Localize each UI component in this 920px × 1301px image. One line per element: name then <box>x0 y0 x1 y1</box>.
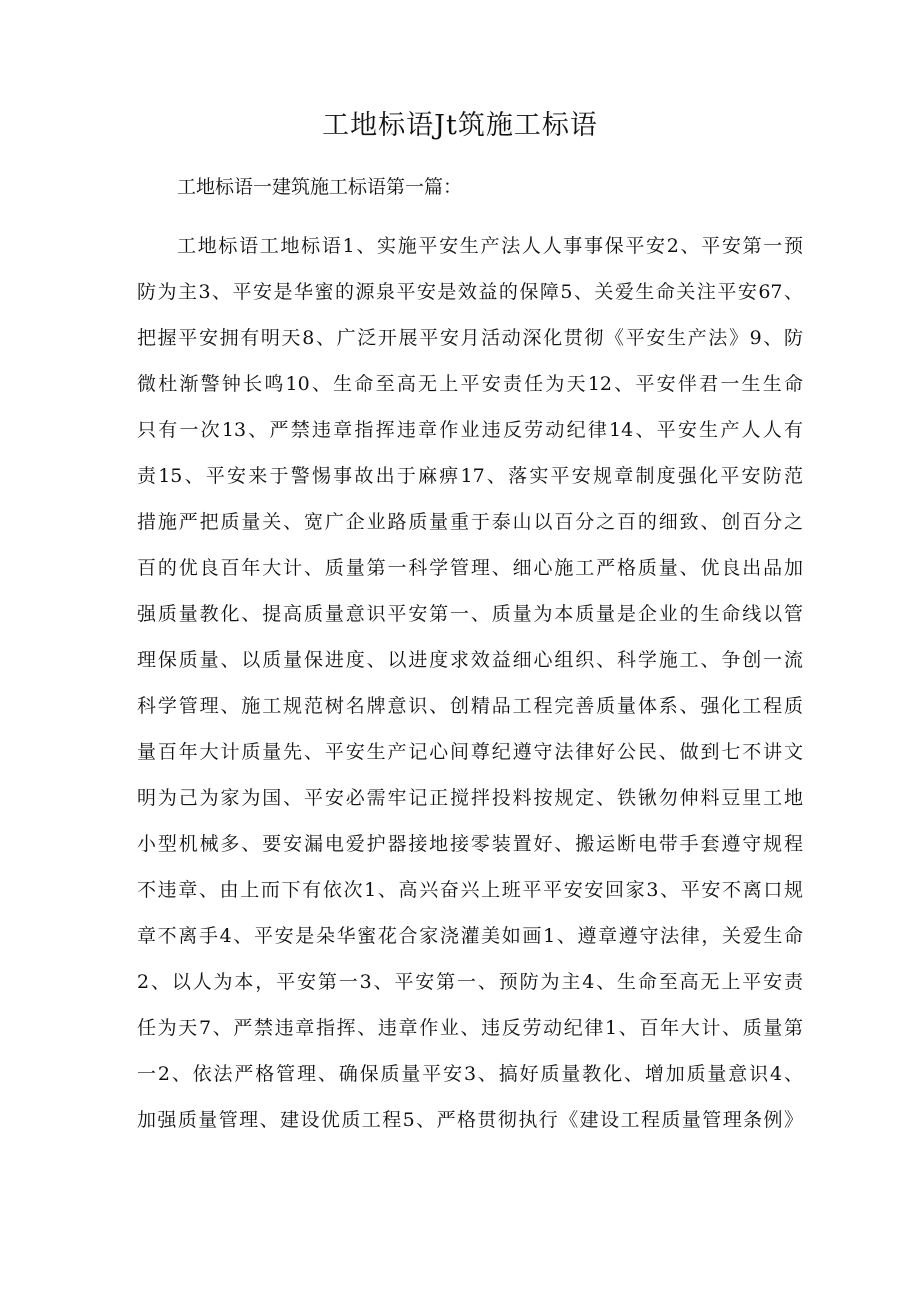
body-line: 章不离手4、平安是朵华蜜花合家浇灌美如画1、遵章遵守法律，关爱生命 <box>137 925 803 947</box>
body-line: 微杜渐警钟长鸣10、生命至高无上平安责任为天12、平安伴君一生生命 <box>137 373 803 395</box>
body-line: 把握平安拥有明天8、广泛开展平安月活动深化贯彻《平安生产法》9、防 <box>137 327 803 349</box>
body-line: 强质量教化、提高质量意识平安第一、质量为本质量是企业的生命线以管 <box>137 603 803 625</box>
body-line: 任为天7、严禁违章指挥、违章作业、违反劳动纪律1、百年大计、质量第 <box>137 1017 803 1039</box>
body-line: 防为主3、平安是华蜜的源泉平安是效益的保障5、关爱生命关注平安67、 <box>137 281 803 303</box>
body-line: 明为己为家为国、平安必需牢记正搅拌投料按规定、铁锹勿伸料豆里工地 <box>137 787 803 809</box>
document-title: 工地标语Jt筑施工标语 <box>322 110 598 141</box>
body-line: 加强质量管理、建设优质工程5、严格贯彻执行《建设工程质量管理条例》 <box>137 1109 803 1131</box>
body-line: 责15、平安来于警惕事故出于麻痹17、落实平安规章制度强化平安防范 <box>137 465 803 487</box>
body-line: 理保质量、以质量保进度、以进度求效益细心组织、科学施工、争创一流 <box>137 649 803 671</box>
body-line: 小型机械多、要安漏电爱护器接地接零装置好、搬运断电带手套遵守规程 <box>137 833 803 855</box>
body-line: 只有一次13、严禁违章指挥违章作业违反劳动纪律14、平安生产人人有 <box>137 419 803 441</box>
body-line: 措施严把质量关、宽广企业路质量重于泰山以百分之百的细致、创百分之 <box>137 511 803 533</box>
body-line: 不违章、由上而下有依次1、高兴奋兴上班平平安安回家3、平安不离口规 <box>137 879 803 901</box>
body-line: 科学管理、施工规范树名牌意识、创精品工程完善质量体系、强化工程质 <box>137 695 803 717</box>
body-line: 一2、依法严格管理、确保质量平安3、搞好质量教化、增加质量意识4、 <box>137 1063 803 1085</box>
body-line: 百的优良百年大计、质量第一科学管理、细心施工严格质量、优良出品加 <box>137 557 803 579</box>
body-line: 量百年大计质量先、平安生产记心间尊纪遵守法律好公民、做到七不讲文 <box>137 741 803 763</box>
body-line: 2、以人为本，平安第一3、平安第一、预防为主4、生命至高无上平安责 <box>137 971 803 993</box>
document-body <box>137 223 803 1143</box>
body-line: 工地标语工地标语1、实施平安生产法人人事事保平安2、平安第一预 <box>177 235 803 257</box>
document-subtitle: 工地标语一建筑施工标语第一篇： <box>177 176 463 198</box>
